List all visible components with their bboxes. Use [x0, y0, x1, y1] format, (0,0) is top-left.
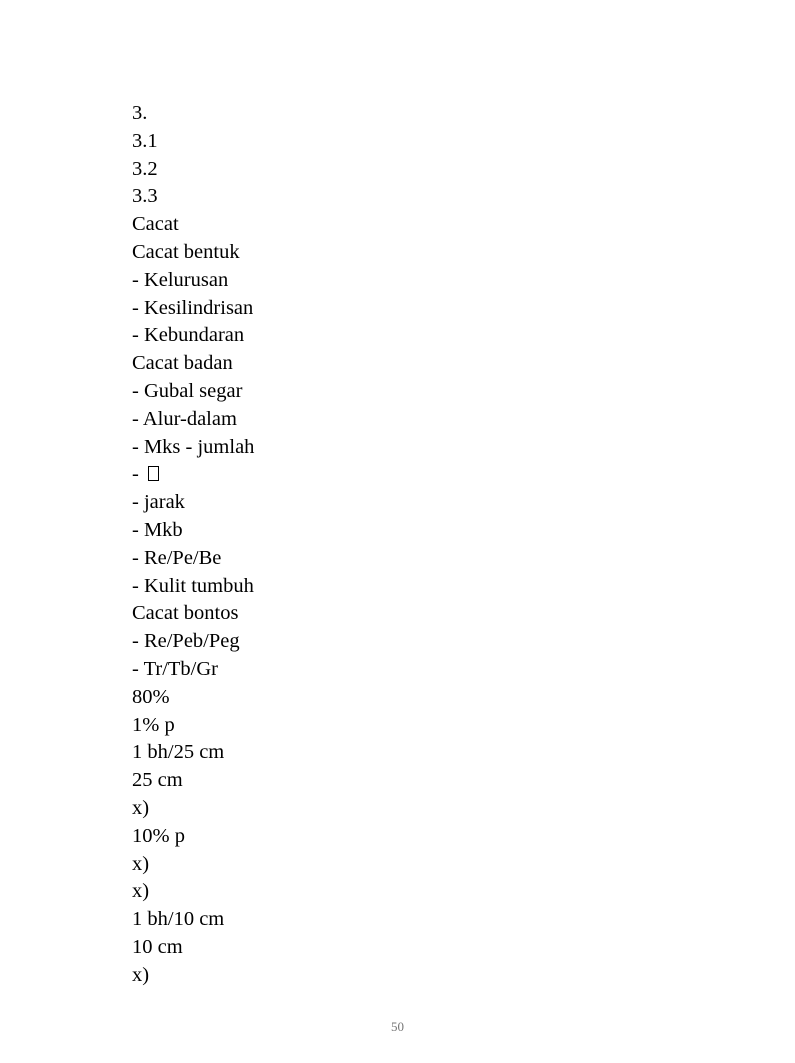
line-x-note: x) — [132, 880, 150, 903]
line-cacat-bentuk: Cacat bentuk — [132, 240, 240, 263]
content-lines — [132, 100, 254, 990]
line-kelurusan: - Kelurusan — [132, 268, 229, 291]
line-alur-dalam: - Alur-dalam — [132, 407, 237, 430]
line-mkb: - Mkb — [132, 518, 183, 541]
line-tr-tb-gr: - Tr/Tb/Gr — [132, 657, 219, 680]
line-kesilindrisan: - Kesilindrisan — [132, 296, 254, 319]
line-section-3-2: 3.2 — [132, 157, 158, 180]
line-10-cm: 10 cm — [132, 935, 183, 958]
line-x-note: x) — [132, 796, 150, 819]
line-10-percent-p: 10% p — [132, 824, 185, 847]
line-kebundaran: - Kebundaran — [132, 324, 245, 347]
page-number: 50 — [391, 1019, 404, 1034]
line-1-bh-10-cm: 1 bh/10 cm — [132, 908, 225, 931]
line-section-3-3: 3.3 — [132, 185, 158, 208]
line-gubal-segar: - Gubal segar — [132, 379, 243, 402]
line-re-peb-peg: - Re/Peb/Peg — [132, 630, 240, 653]
line-25-cm: 25 cm — [132, 769, 183, 792]
line-cacat: Cacat — [132, 213, 179, 236]
line-1-bh-25-cm: 1 bh/25 cm — [132, 741, 225, 764]
line-missing-glyph — [132, 461, 254, 489]
line-kulit-tumbuh: - Kulit tumbuh — [132, 574, 254, 597]
line-section-3-1: 3.1 — [132, 129, 158, 152]
line-1-percent-p: 1% p — [132, 713, 175, 736]
line-mks-jumlah: - Mks - jumlah — [132, 435, 255, 458]
line-section-3: 3. — [132, 102, 148, 124]
line-x-note: x) — [132, 963, 150, 986]
line-jarak: - jarak — [132, 491, 185, 514]
line-80-percent: 80% — [132, 685, 170, 708]
line-cacat-badan: Cacat badan — [132, 352, 233, 375]
line-re-pe-be: - Re/Pe/Be — [132, 546, 222, 569]
line-cacat-bontos: Cacat bontos — [132, 602, 239, 625]
line-dash: - — [132, 463, 144, 486]
line-x-note: x) — [132, 852, 150, 875]
missing-glyph-box-icon — [148, 466, 159, 481]
